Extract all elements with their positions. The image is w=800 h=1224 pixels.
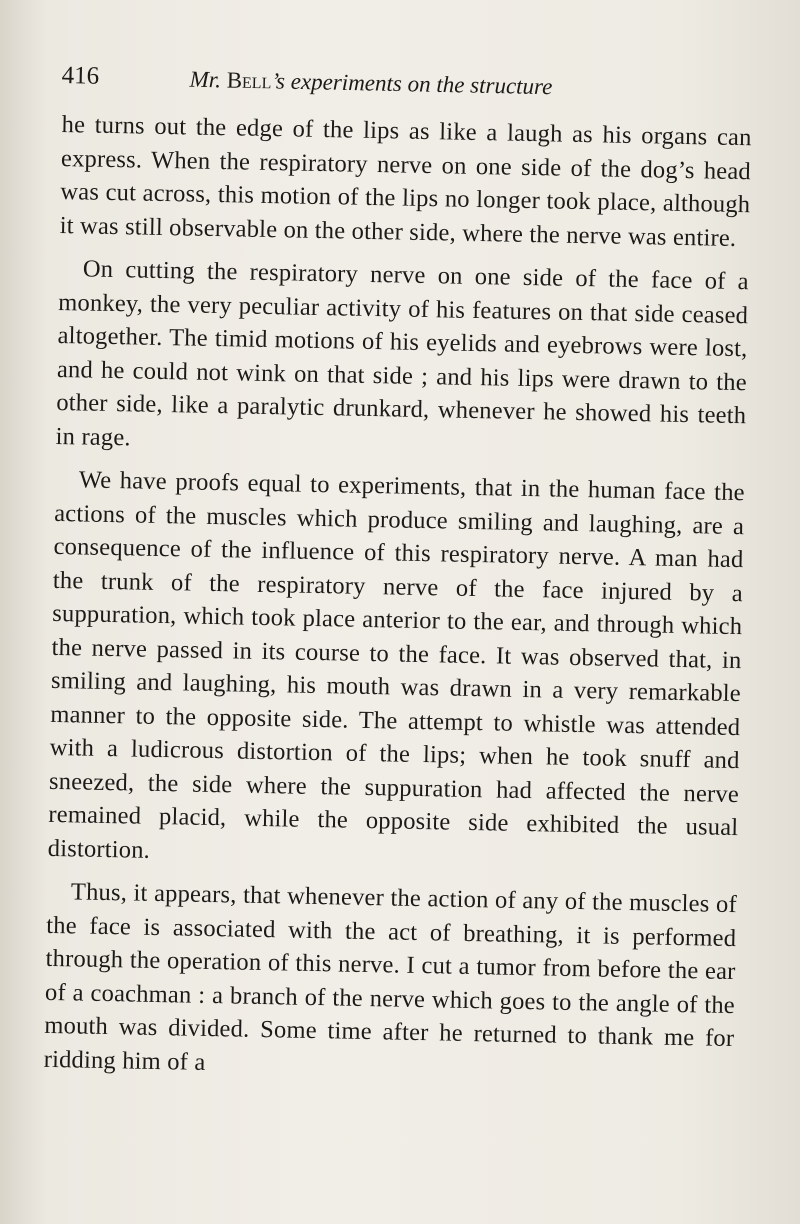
- running-head-prefix: Mr.: [189, 66, 227, 93]
- body-text: [43, 108, 752, 1099]
- paragraph-2: On cutting the respiratory nerve on one side of the face of a monkey, the very peculiar activity of his features on that side ceased altogether. The timid motions of his eyelids and eyebrows were lost, and he could not wink on that side ; and his lips were drawn to the other side, like a paralytic drunkard, whenever he showed his teeth in rage.: [55, 255, 750, 451]
- page-number: 416: [61, 62, 100, 90]
- paragraph-3: We have proofs equal to experiments, that in the human face the actions of the muscles which produce smiling and laughing, are a consequence of the influence of this respiratory nerve. A man had the trunk of the respiratory nerve of the face injured by a suppuration, which took place anterior to the ear, and through which the nerve passed in its course to the face. It was observed that, in smiling and laughing, his mouth was drawn in a very remarkable manner to the opposite side. The attempt to whistle was attended with a ludicrous distortion of the lips; when he took snuff and sneezed, the side where the suppuration had affected the nerve remained placid, while the opposite side exhibited the usual distortion.: [47, 466, 746, 864]
- paragraph-1: he turns out the edge of the lips as like a laugh as his organs can express. When the respiratory nerve on one side of the dog’s head was cut across, this motion of the lips no longer took place, although it was still observable on the other side, where the nerve was entire.: [59, 110, 752, 252]
- running-head-suffix: ’s experiments on the structure: [271, 68, 553, 100]
- page-header: [61, 62, 622, 114]
- running-head: [189, 67, 552, 101]
- running-head-name: Bell: [226, 67, 272, 94]
- paragraph-4: Thus, it appears, that whenever the action of any of the muscles of the face is associated with the act of breathing, it is performed through the operation of this nerve. I cut a tumor from before the ear of a coachman : a branch of the nerve which goes to the angle of the mouth was divided. Some time after he returned to thank me for ridding him of a: [43, 878, 738, 1076]
